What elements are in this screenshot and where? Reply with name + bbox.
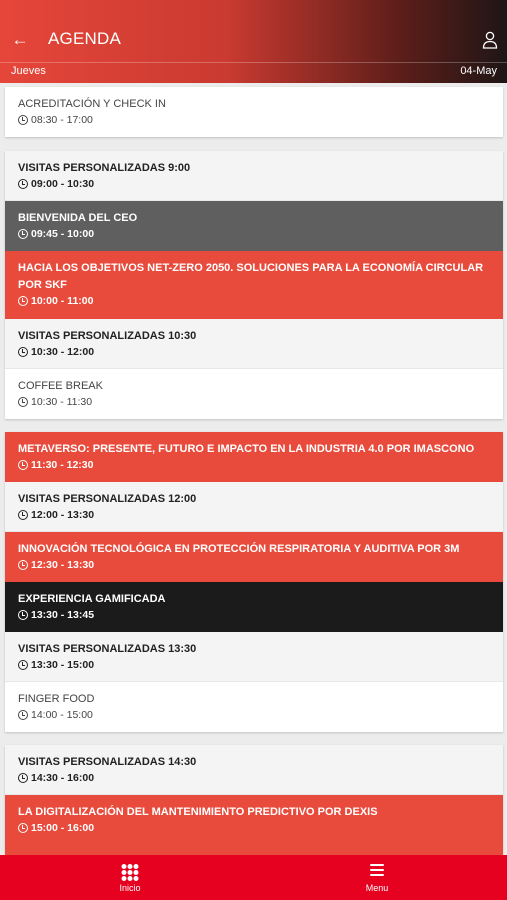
clock-icon — [18, 823, 28, 833]
date-bar — [0, 62, 507, 83]
agenda-item-title: INNOVACIÓN TECNOLÓGICA EN PROTECCIÓN RESPIRATORIA Y AUDITIVA POR 3M — [18, 543, 460, 555]
agenda-item-time: 09:45 - 10:00 — [31, 228, 95, 240]
agenda-item-title: COFFEE BREAK — [18, 380, 103, 392]
back-arrow-icon[interactable]: ← — [11, 30, 29, 49]
app-header — [0, 0, 507, 83]
clock-icon — [18, 660, 28, 670]
agenda-item[interactable] — [5, 151, 503, 201]
agenda-item-time: 08:30 - 17:00 — [31, 114, 93, 126]
agenda-item-time: 09:00 - 10:30 — [31, 178, 95, 190]
agenda-item[interactable] — [5, 319, 503, 369]
agenda-item-title: BIENVENIDA DEL CEO — [18, 212, 138, 224]
agenda-group — [5, 151, 503, 419]
clock-icon — [18, 773, 28, 783]
agenda-item-title: VISITAS PERSONALIZADAS 14:30 — [18, 756, 197, 768]
agenda-group — [5, 745, 503, 855]
agenda-group — [5, 432, 503, 732]
home-nav-button[interactable] — [70, 855, 190, 900]
agenda-item[interactable] — [5, 87, 503, 137]
hamburger-menu-icon — [370, 864, 384, 876]
clock-icon — [18, 460, 28, 470]
agenda-item[interactable] — [5, 795, 503, 855]
agenda-item-title: METAVERSO: PRESENTE, FUTURO E IMPACTO EN LA INDUSTRIA 4.0 POR IMASCONO — [18, 443, 475, 455]
user-icon[interactable] — [482, 31, 498, 49]
clock-icon — [18, 560, 28, 570]
clock-icon — [18, 710, 28, 720]
clock-icon — [18, 510, 28, 520]
agenda-item[interactable] — [5, 482, 503, 532]
agenda-item-time: 13:30 - 13:45 — [31, 609, 95, 621]
agenda-item[interactable] — [5, 582, 503, 632]
agenda-item[interactable] — [5, 682, 503, 732]
clock-icon — [18, 610, 28, 620]
clock-icon — [18, 229, 28, 239]
grid-dots-icon — [122, 864, 139, 881]
clock-icon — [18, 179, 28, 189]
agenda-item-time: 14:00 - 15:00 — [31, 709, 93, 721]
date-label: 04-May — [460, 65, 497, 77]
agenda-item[interactable] — [5, 432, 503, 482]
agenda-item[interactable] — [5, 532, 503, 582]
agenda-item-title: EXPERIENCIA GAMIFICADA — [18, 593, 166, 605]
agenda-item-time: 15:00 - 16:00 — [31, 822, 95, 834]
agenda-item[interactable] — [5, 745, 503, 795]
menu-nav-label: Menu — [365, 883, 389, 893]
clock-icon — [18, 115, 28, 125]
agenda-item-title: HACIA LOS OBJETIVOS NET-ZERO 2050. SOLUCIONES PARA LA ECONOMÍA CIRCULAR POR SKF — [18, 262, 484, 291]
agenda-item-title: VISITAS PERSONALIZADAS 12:00 — [18, 493, 197, 505]
home-nav-label: Inicio — [119, 883, 141, 893]
agenda-item[interactable] — [5, 369, 503, 419]
page-title: AGENDA — [48, 29, 121, 48]
agenda-item-time: 13:30 - 15:00 — [31, 659, 95, 671]
agenda-item-title: VISITAS PERSONALIZADAS 10:30 — [18, 330, 197, 342]
agenda-item-time: 11:30 - 12:30 — [31, 459, 94, 471]
agenda-list[interactable] — [0, 83, 507, 855]
agenda-item-time: 14:30 - 16:00 — [31, 772, 95, 784]
bottom-navigation — [0, 855, 507, 900]
agenda-item-time: 10:00 - 11:00 — [31, 295, 94, 307]
agenda-item-time: 10:30 - 12:00 — [31, 346, 95, 358]
agenda-item[interactable] — [5, 251, 503, 319]
day-label: Jueves — [11, 65, 46, 77]
agenda-item-time: 12:30 - 13:30 — [31, 559, 95, 571]
agenda-item-title: ACREDITACIÓN Y CHECK IN — [18, 98, 166, 110]
clock-icon — [18, 397, 28, 407]
clock-icon — [18, 347, 28, 357]
menu-nav-button[interactable] — [317, 855, 437, 900]
agenda-item[interactable] — [5, 201, 503, 251]
agenda-item-title: FINGER FOOD — [18, 693, 95, 705]
clock-icon — [18, 296, 28, 306]
agenda-item-title: VISITAS PERSONALIZADAS 9:00 — [18, 162, 191, 174]
agenda-item-time: 12:00 - 13:30 — [31, 509, 95, 521]
agenda-item-time: 10:30 - 11:30 — [31, 396, 93, 408]
agenda-item[interactable] — [5, 632, 503, 682]
agenda-group — [5, 87, 503, 137]
agenda-item-title: LA DIGITALIZACIÓN DEL MANTENIMIENTO PREDICTIVO POR DEXIS — [18, 806, 378, 818]
agenda-item-title: VISITAS PERSONALIZADAS 13:30 — [18, 643, 197, 655]
